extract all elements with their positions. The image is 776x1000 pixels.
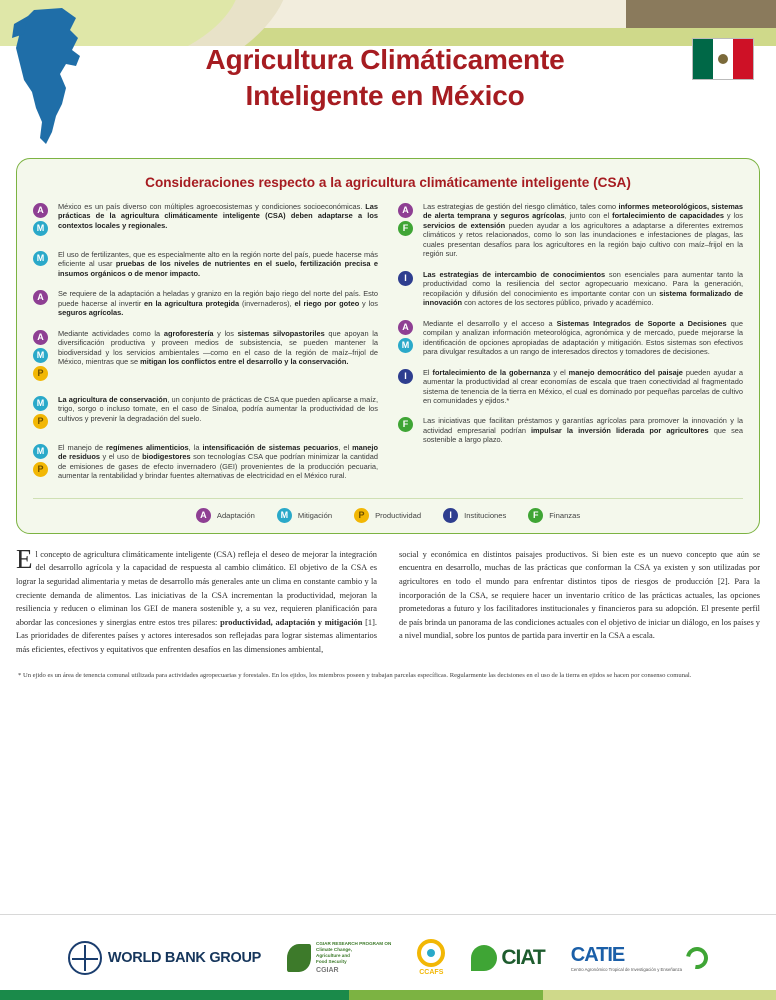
drop-cap: E xyxy=(16,543,33,574)
category-badge-m-icon: M xyxy=(33,251,48,266)
category-badge-a-icon: A xyxy=(33,290,48,305)
swoosh-icon xyxy=(682,942,713,973)
ciat-label: CIAT xyxy=(501,945,545,969)
category-badge-m-icon: M xyxy=(33,444,48,459)
category-badges xyxy=(398,319,415,357)
globe-icon xyxy=(68,941,102,975)
consideration-item xyxy=(33,395,378,432)
category-badge-m-icon: M xyxy=(398,338,413,353)
catie-logo xyxy=(571,944,708,972)
footer-logos xyxy=(0,914,776,1000)
page-header xyxy=(0,0,776,152)
consideration-item xyxy=(33,329,378,384)
title-line-2: Inteligente en México xyxy=(245,79,525,111)
consideration-text: Se requiere de la adaptación a heladas y granizo en la región bajo riego del norte del país. Esto puede hacerse al invertir en la agricultura protegida (invernaderos), el riego por goteo y los seguros agrícolas. xyxy=(58,289,378,318)
legend xyxy=(33,498,743,523)
footer-color-bar xyxy=(0,990,776,1000)
intro-text xyxy=(16,543,760,657)
consideration-item xyxy=(398,202,743,259)
legend-badge-i-icon: I xyxy=(443,508,458,523)
consideration-text: La agricultura de conservación, un conjunto de prácticas de CSA que pueden aplicarse a maíz, trigo, sorgo o incluso tomate, en el caso de Sinaloa, podría aumentar la productividad de los cultivos y prevenir la degradación del suelo. xyxy=(58,394,378,423)
ciat-logo xyxy=(471,945,544,971)
category-badges xyxy=(33,250,50,278)
leaf-icon xyxy=(287,944,311,972)
ccafs-label: CCAFS xyxy=(419,969,444,976)
category-badge-a-icon: A xyxy=(398,203,413,218)
cgiar-line-1: CGIAR RESEARCH PROGRAM ON xyxy=(316,940,392,946)
ring-icon xyxy=(417,939,445,967)
category-badge-p-icon: P xyxy=(33,414,48,429)
legend-label: Mitigación xyxy=(297,510,333,520)
category-badges xyxy=(33,395,50,432)
latin-america-map-icon xyxy=(6,4,126,149)
consideration-item xyxy=(398,416,743,444)
page-title xyxy=(120,42,650,114)
category-badges xyxy=(398,416,415,444)
consideration-text: Las estrategias de intercambio de conocimientos son esenciales para aumentar tanto la productividad como la resiliencia del sector agropecuario mexicano. Para la generación, recopilación y difusión del conocimiento es importante contar con un sistema formalizado de innovación con actores de los sectores público, privado y académico. xyxy=(423,269,744,308)
legend-item xyxy=(354,508,421,523)
consideration-text: Mediante actividades como la agroforestería y los sistemas silvopastoriles que apoyan la diversificación productiva y proveen medios de subsistencia, se pueden mantener la biodiversidad y los servicios ambientales —como en el caso de la región de maíz–frijol de México, mientras que se mitigan los conflictos entre el desarrollo y la conservación. xyxy=(58,328,378,367)
world-bank-label: WORLD BANK GROUP xyxy=(107,949,262,966)
category-badge-i-icon: I xyxy=(398,369,413,384)
cgiar-line-3: Agriculture and xyxy=(316,953,350,958)
category-badge-i-icon: I xyxy=(398,271,413,286)
panel-heading: Consideraciones respecto a la agricultura climáticamente inteligente (CSA) xyxy=(145,175,631,190)
legend-badge-p-icon: P xyxy=(354,508,369,523)
consideration-text: México es un país diverso con múltiples agroecosistemas y condiciones socioeconómicas. Las prácticas de la agricultura climáticamente inteligente (CSA) deben adaptarse a los contextos locales y regionales. xyxy=(58,202,378,230)
consideration-item xyxy=(33,289,378,317)
world-bank-group-logo xyxy=(68,941,261,975)
legend-badge-a-icon: A xyxy=(196,508,211,523)
category-badges xyxy=(398,368,415,406)
category-badge-a-icon: A xyxy=(33,330,48,345)
consideration-text: El uso de fertilizantes, que es especialmente alto en la región norte del país, puede hacerse más eficiente al usar pruebas de los niveles de nutrientes en el suelo, fertilización precisa e insumos orgánicos o de menor impacto. xyxy=(58,250,378,278)
legend-item xyxy=(528,508,580,523)
consideration-item xyxy=(33,202,378,239)
considerations-panel xyxy=(16,158,760,534)
cgiar-line-2: Climate Change, xyxy=(316,946,353,952)
category-badge-p-icon: P xyxy=(33,462,48,477)
legend-label: Instituciones xyxy=(464,510,507,520)
legend-badge-m-icon: M xyxy=(277,508,292,523)
legend-badge-f-icon: F xyxy=(528,508,543,523)
consideration-text: El manejo de regímenes alimenticios, la intensificación de sistemas pecuarios, el manejo de residuos y el uso de biodigestores son tecnologías CSA que podrían minimizar la cantidad de emisiones de gases de efecto invernadero (GEI) provenientes de la producción pecuaria, aumentar la rentabilidad y brindar fuentes alternativas de electricidad en el México rural. xyxy=(58,442,379,481)
category-badges xyxy=(398,270,415,308)
legend-label: Productividad xyxy=(375,510,422,520)
consideration-text: Mediante el desarrollo y el acceso a Sistemas Integrados de Soporte a Decisiones que compilan y analizan información meteorológica, agronómica y de mercado, puede mejorarse la identificación de opciones apropiadas de adaptación y mitigación. Estos sistemas son efectivos para divulgar resultados a un rango de interesados directos y tomadores de decisiones. xyxy=(423,318,743,357)
catie-label: CATIE xyxy=(570,943,625,966)
category-badge-a-icon: A xyxy=(33,203,48,218)
category-badge-a-icon: A xyxy=(398,320,413,335)
category-badges xyxy=(33,289,50,317)
consideration-item xyxy=(33,443,378,481)
panel-columns xyxy=(33,202,743,492)
category-badges xyxy=(33,202,50,239)
category-badge-m-icon: M xyxy=(33,396,48,411)
legend-label: Finanzas xyxy=(549,510,581,520)
legend-item xyxy=(277,508,332,523)
consideration-item xyxy=(398,368,743,406)
legend-item xyxy=(196,508,255,523)
legend-item xyxy=(443,508,506,523)
category-badges xyxy=(33,443,50,481)
ccafs-logo xyxy=(417,939,445,976)
intro-column-2: social y económica en distintos paisajes productivos. Si bien este es un nuevo concepto que aún se encuentra en desarrollo, muchas de las prácticas que conforman la CSA ya existen y son utilizadas por agricultores en todo el mundo para enfrentar distintos tipos de riesgos de producción [2]. Para la incorporación de la CSA, se requiere hacer un inventario crítico de las prácticas actuales, las opciones prometedoras a futuro y los facilitadores institucionales y financieros para su adopción. El presente perfil de país brinda un panorama de las condiciones actuales con el objetivo de iniciar un diálogo, en los países y a nivel mundial, sobre los puntos de partida para invertir en la CSA a escala. xyxy=(399,549,760,641)
category-badge-m-icon: M xyxy=(33,221,48,236)
panel-column-left xyxy=(33,202,378,492)
title-line-1: Agricultura Climáticamente xyxy=(205,44,565,75)
legend-label: Adaptación xyxy=(216,510,255,520)
consideration-text: Las iniciativas que facilitan préstamos y garantías agrícolas para promover la innovación y la actividad empresarial podrían impulsar la inversión liderada por agricultores que sea sostenible a largo plazo. xyxy=(423,416,743,445)
cgiar-wordmark: CGIAR xyxy=(316,967,339,975)
category-badge-m-icon: M xyxy=(33,348,48,363)
cgiar-line-4: Food Security xyxy=(316,959,347,965)
panel-column-right xyxy=(398,202,743,492)
consideration-text: Las estrategias de gestión del riesgo climático, tales como informes meteorológicos, sistemas de alerta temprana y seguros agrícolas, junto con el fortalecimiento de capacidades y los servicios de extensión pueden ayudar a los agricultores a adaptarse a diferentes extremos climáticos y retos relacionados, como lo son las inundaciones e infestaciones de plagas, las cuales presentan desafíos para los agricultores en la región bajo cultivo con maíz–frijol en la región sur. xyxy=(423,202,744,259)
mexico-flag-icon xyxy=(692,38,754,80)
footnote: * Un ejido es un área de tenencia comunal utilizada para actividades agropecuarias y forestales. En los ejidos, los miembros poseen y trabajan parcelas específicas. Regularmente las decisiones en el uso de la tierra en ejidos se hacen por consenso comunal. xyxy=(18,671,692,679)
ccafs-cgiar-logo xyxy=(287,941,391,975)
header-band-brown xyxy=(626,0,776,28)
consideration-item xyxy=(398,319,743,357)
consideration-item xyxy=(33,250,378,278)
category-badge-f-icon: F xyxy=(398,221,413,236)
category-badges xyxy=(33,329,50,384)
consideration-text: El fortalecimiento de la gobernanza y el manejo democrático del paisaje pueden ayudar a aumentar la productividad al crear economías de escala que traen conectividad al fragmentado sistema de tenencia de la tierra en México, el cual es dominado por pequeñas parcelas de cultivo en comunidades y ejidos.* xyxy=(423,367,744,405)
category-badge-f-icon: F xyxy=(398,417,413,432)
intro-column-1: El concepto de agricultura climáticamente inteligente (CSA) refleja el deseo de mejorar la integración del desarrollo agrícola y la capacidad de respuesta al cambio climático. El objetivo de la CSA es lograr la seguridad alimentaria y metas de desarrollo más generales ante un clima en constante cambio y la creciente demanda de alimentos. Las iniciativas de la CSA incrementan la productividad, mejoran la resiliencia y reducen o eliminan los GEI de manera sostenible y, a su vez, requieren planificación para abordar las concesiones y sinergias entre estos tres pilares: productividad, adaptación y mitigación [1]. Las prioridades de diferentes países y actores interesados son reflejadas para lograr sistemas alimentarios más eficientes, efectivos y equitativos que enfrenten desafíos en las dimensiones ambiental, xyxy=(16,543,377,654)
catie-sublabel: Centro Agronómico Tropical de Investigación y Enseñanza xyxy=(570,966,683,972)
category-badges xyxy=(398,202,415,259)
leaf-drop-icon xyxy=(471,945,497,971)
category-badge-p-icon: P xyxy=(33,366,48,381)
consideration-item xyxy=(398,270,743,308)
